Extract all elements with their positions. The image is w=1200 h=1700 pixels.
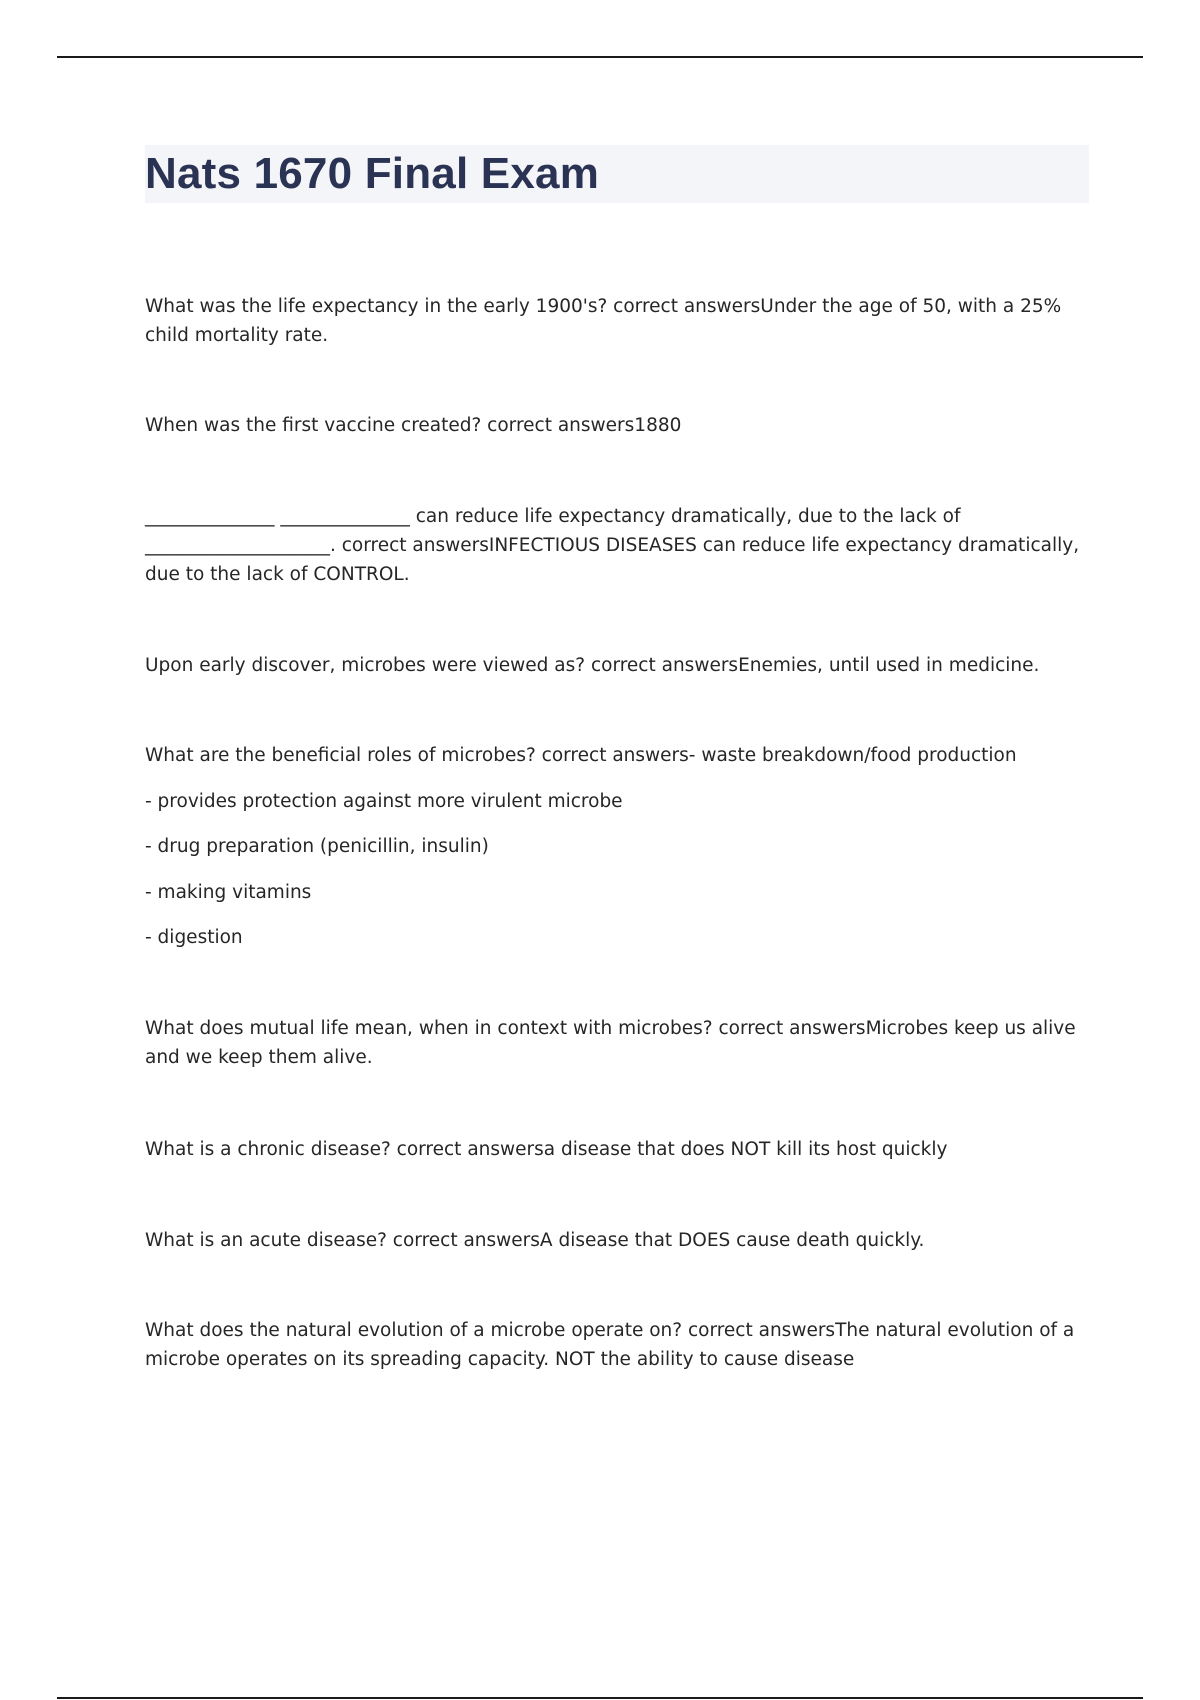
qa-acute-disease: What is an acute disease? correct answersA disease that DOES cause death quickly. [145, 1230, 925, 1251]
bottom-rule [57, 1697, 1143, 1699]
document-title: Nats 1670 Final Exam [145, 149, 600, 198]
qa-beneficial-roles: What are the beneficial roles of microbes? correct answers- waste breakdown/food production [145, 745, 1017, 766]
qa-first-vaccine: When was the first vaccine created? correct answers1880 [145, 415, 682, 436]
beneficial-role-item: - drug preparation (penicillin, insulin) [145, 836, 489, 857]
qa-mutual-life: What does mutual life mean, when in context with microbes? correct answersMicrobes keep us alive and we keep them alive. [145, 1018, 1076, 1068]
qa-natural-evolution: What does the natural evolution of a microbe operate on? correct answersThe natural evolution of a microbe operates on its spreading capacity. NOT the ability to cause disease [145, 1320, 1075, 1370]
qa-infectious-diseases: ______________ ______________ can reduce life expectancy dramatically, due to the lack of ____________________. correct answersINFECTIOUS DISEASES can reduce life expectancy dramatically, due to the lack of CONTROL. [145, 506, 1080, 585]
beneficial-role-item: - digestion [145, 927, 243, 948]
beneficial-role-item: - provides protection against more virulent microbe [145, 791, 623, 812]
beneficial-role-item: - making vitamins [145, 882, 312, 903]
qa-microbes-viewed: Upon early discover, microbes were viewed as? correct answersEnemies, until used in medicine. [145, 655, 1040, 676]
qa-life-expectancy: What was the life expectancy in the early 1900's? correct answersUnder the age of 50, with a 25% child mortality rate. [145, 296, 1062, 346]
qa-chronic-disease: What is a chronic disease? correct answersa disease that does NOT kill its host quickly [145, 1139, 948, 1160]
top-rule [57, 56, 1143, 58]
